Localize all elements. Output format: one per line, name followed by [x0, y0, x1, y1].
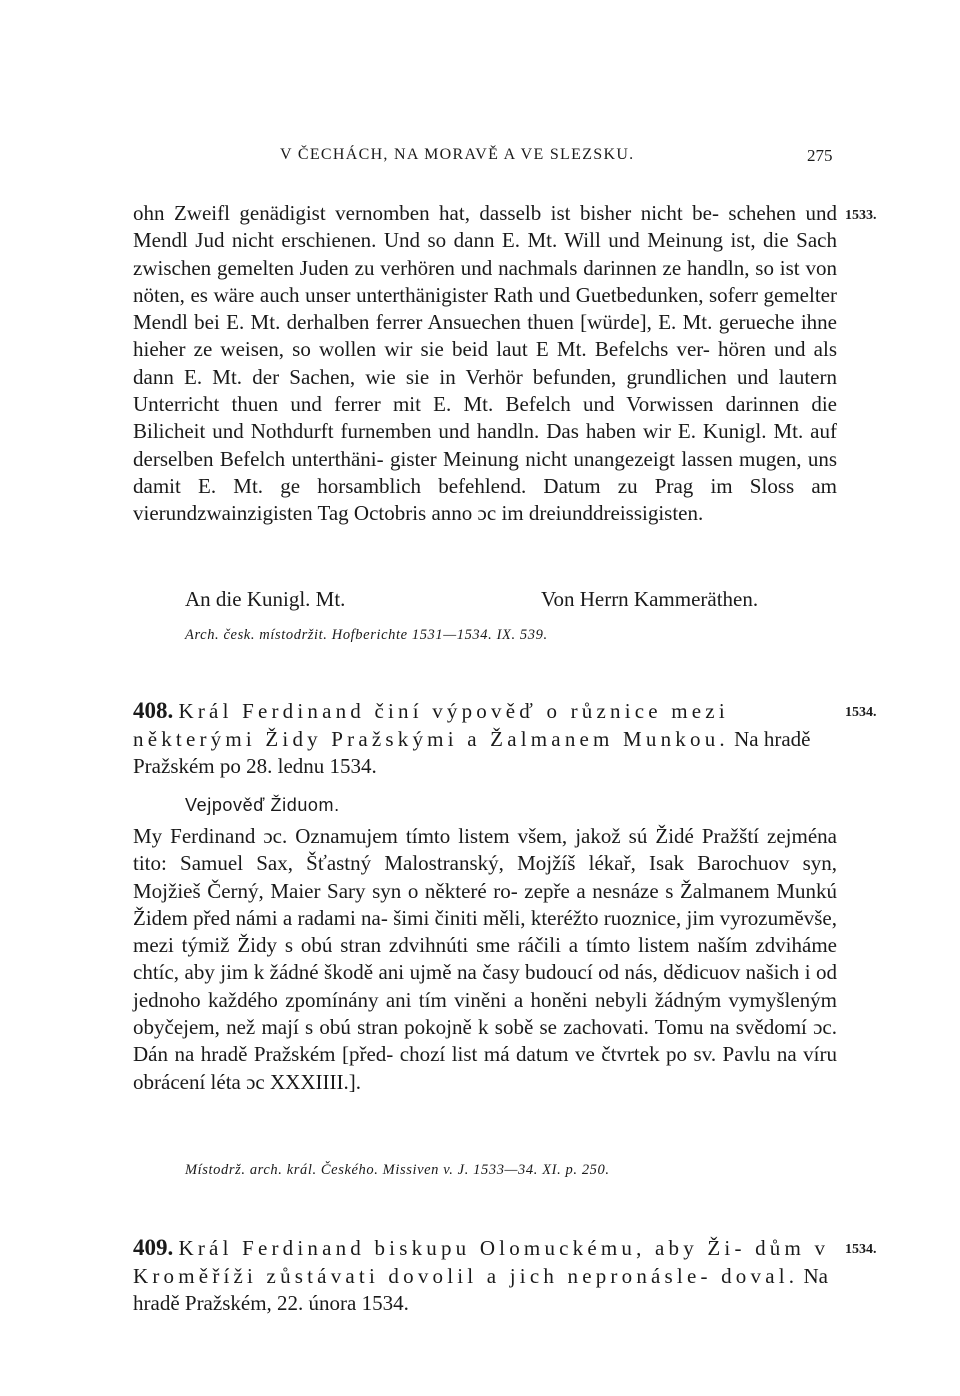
doc408-number: 408.: [133, 698, 174, 723]
doc408-heading-rest: Na hradě Pražském po 28. lednu 1534.: [133, 726, 811, 778]
running-header: V ČECHÁCH, NA MORAVĚ A VE SLEZSKU.: [280, 146, 635, 163]
doc408-heading: [133, 697, 837, 781]
margin-year-1533: 1533.: [845, 208, 877, 223]
doc407-body: ohn Zweifl genädigist vernomben hat, dasselb ist bisher nicht be- schehen und Mendl Jud nicht erschienen. Und so dann E. Mt. Will und Meinung ist, die Sach zwischen gemelten Juden zu verhören und nachmals darinnen ze handln, so ist von nöten, es wäre auch unser unterthänigister Rath und Guetbedunken, soferr gemelter Mendl bei E. Mt. derhalben ferrer Ansuechen thuen [würde], E. Mt. gerueche ihne hieher ze weisen, so wollen wir sie beid laut E Mt. Befelchs ver- hören und als dann E. Mt. der Sachen, wie sie in Verhör befunden, grundlichen und lautern Unterricht thuen und ferrer mit E. Mt. Befelch und Vorwissen darinnen die Bilicheit und Nothdurft furnemben und handln. Das haben wir E. Kunigl. Mt. auf derselben Befelch unterthäni- gister Meinung nicht unangezeigt lassen mugen, uns damit E. Mt. ge horsamblich befehlend. Datum zu Prag im Sloss am vierundzwainzigisten Tag Octobris anno ɔc im dreiunddreissigisten.: [133, 201, 837, 526]
doc407-citation: Arch. česk. místodržit. Hofberichte 1531—1534. IX. 539.: [185, 627, 548, 643]
doc408-citation: Místodrž. arch. král. Českého. Missiven v. J. 1533—34. XI. p. 250.: [185, 1162, 610, 1178]
margin-year-1534-b: 1534.: [845, 1242, 877, 1257]
address-right: Von Herrn Kammeräthen.: [541, 587, 759, 611]
doc408-subhead: Vejpověď Židuom.: [185, 795, 340, 815]
margin-year-1534-a: 1534.: [845, 705, 877, 720]
doc408-body: My Ferdinand ɔc. Oznamujem tímto listem všem, jakož sú Židé Pražští zejména tito: Samuel Sax, Šťastný Malostranský, Mojžíš lékař, Isak Barochuov syn, Mojžieš Černý, Maier Sary syn o některé ro- zepře a nesnáze s Žalmanem Munkú Židem před námi a radami na- šimi činiti měli, kteréžto ruoznice, jim vyrozumĕvše, mezi týmiž Židy s obú stran zdvihnúti sme ráčili a tímto listem naším zdviháme chtíc, aby jim k žádné škodě ani ujmě na časy budoucí od nás, dědicuov našich i od jednoho každého zpomínány ani tím viněni a honěni nebyli žádným vymyšleným obyčejem, než mají s obú stran pokojně k sobě se zachovati. Tomu na svědomí ɔc. Dán na hradě Pražském [před- chozí list má datum ve čtvrtek po sv. Pavlu na víru obrácení léta ɔc XXXIIII.].: [133, 824, 837, 1094]
page-number: 275: [807, 146, 833, 165]
doc409-number: 409.: [133, 1235, 174, 1260]
doc409-heading-spaced: Král Ferdinand biskupu Olomuckému, aby Ži- dům v Kroměříži zůstávati dovolil a jich nepronásle- doval.: [133, 1236, 830, 1288]
address-left: An die Kunigl. Mt.: [185, 587, 346, 611]
doc408-heading-spaced: Král Ferdinand činí výpověď o různice mezi některými Židy Pražskými a Žalmanem Munkou.: [133, 699, 729, 751]
doc409-heading-rest: Na hradě Pražském, 22. února 1534.: [133, 1263, 828, 1315]
doc409-heading: [133, 1234, 837, 1318]
